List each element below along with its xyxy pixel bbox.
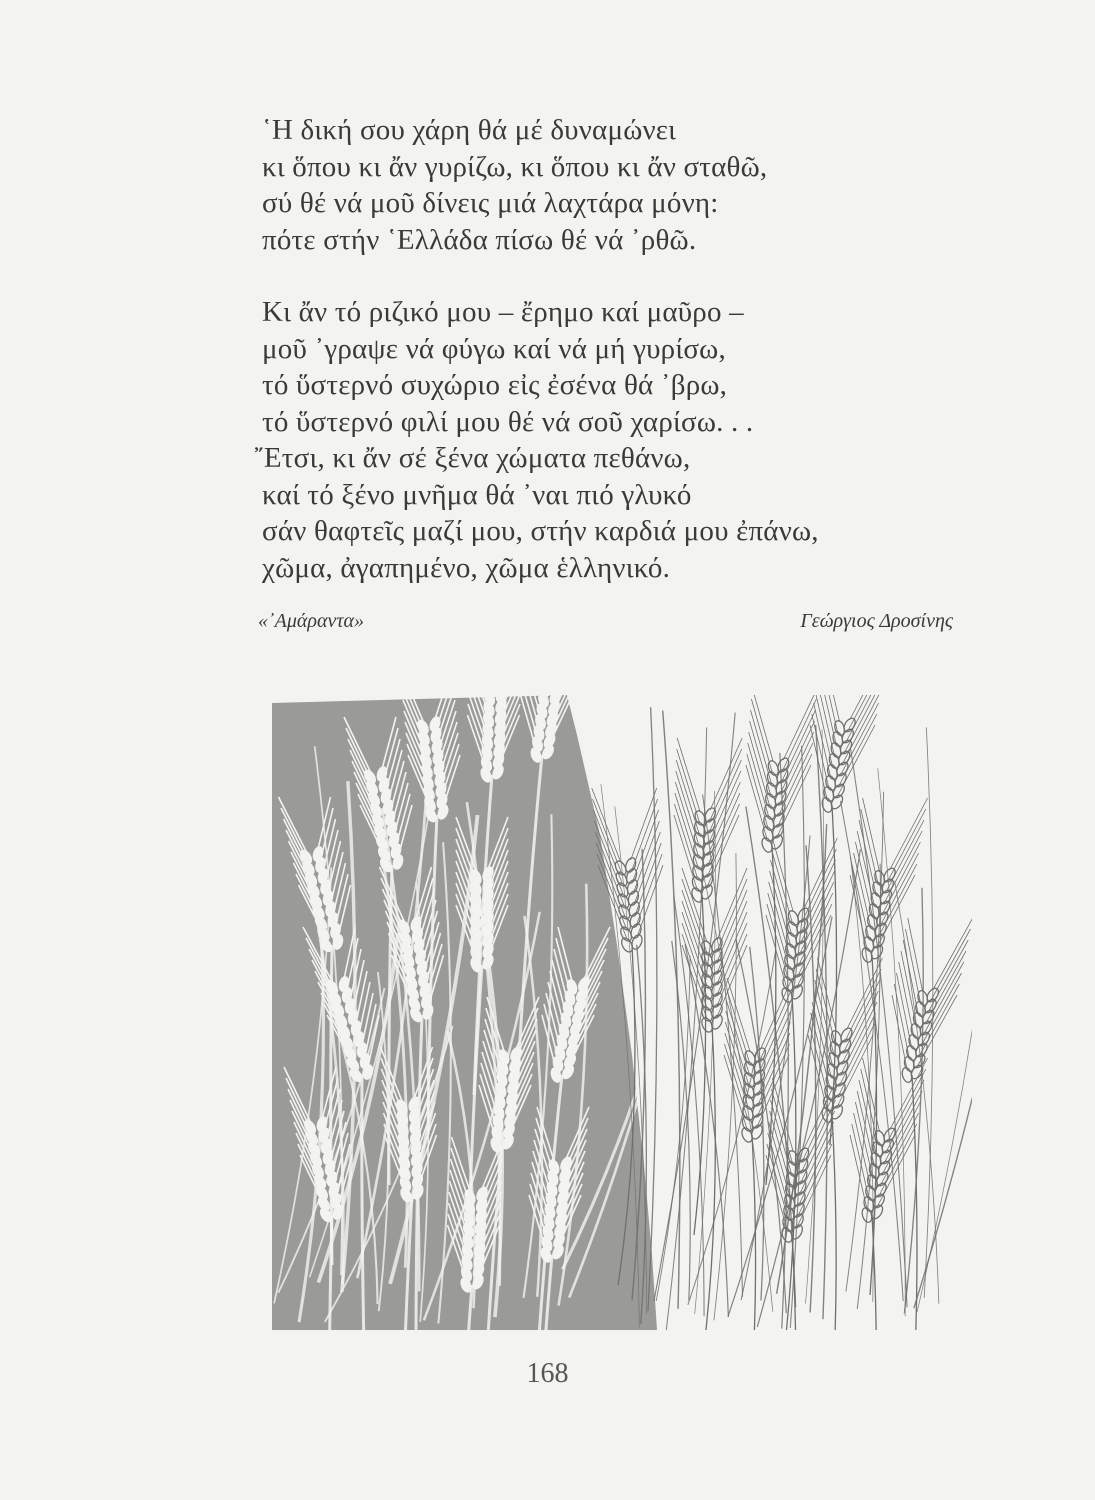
poem-stanza-2	[254, 294, 982, 586]
verse-line: τό ὕστερνό φιλί μου θέ νά σοῦ χαρίσω. . .	[262, 405, 754, 438]
ink-awn	[906, 929, 921, 1003]
verse-line: Κι ἄν τό ριζικό μου – ἔρημο καί μαῦρο –	[262, 296, 744, 328]
ink-stalk	[744, 1135, 756, 1330]
ink-awn	[823, 695, 840, 722]
ink-awn	[890, 798, 928, 870]
ink-stalk	[694, 895, 706, 1235]
ink-awn	[926, 951, 966, 1023]
ink-awn	[924, 962, 964, 1034]
ink-awn	[782, 699, 816, 771]
ink-awn	[884, 831, 922, 903]
ink-leaf	[648, 707, 657, 1311]
verse-line: πότε στήν ῾Ελλάδα πίσω θέ νά ᾿ρθῶ.	[262, 223, 697, 256]
ink-awn	[881, 853, 919, 925]
verse-line: τό ὕστερνό συχώριο εἰς ἐσένα θά ᾿βρω,	[262, 369, 728, 401]
ink-awn	[841, 703, 879, 775]
ink-awn	[779, 743, 813, 815]
ink-awn	[922, 973, 962, 1045]
verse-line: σάν θαφτεῖς μαζί μου, στήν καρδιά μου ἐπάνω,	[262, 515, 819, 547]
ink-awn	[928, 940, 968, 1012]
ink-leaf	[674, 895, 704, 1316]
ink-awn	[881, 1113, 919, 1185]
verse-line: ῾Η δική σου χάρη θά μέ δυναμώνει	[262, 114, 677, 146]
author-name: Γεώργιος Δροσίνης	[800, 610, 953, 632]
verse-line: καί τό ξένο μνῆμα θά ᾿ναι πιό γλυκό	[262, 478, 692, 511]
wheat-ears-illustration	[272, 695, 972, 1330]
ink-awn	[782, 710, 816, 782]
ink-awn	[717, 868, 747, 940]
verse-line: χῶμα, ἀγαπημένο, χῶμα ἑλληνικό.	[262, 551, 671, 584]
ink-awn	[899, 962, 914, 1036]
ink-awn	[908, 918, 923, 992]
ink-stalk	[828, 1115, 836, 1330]
ink-awn	[933, 918, 972, 990]
verse-line: μοῦ ᾿γραψε νά φύγω καί νά μή γυρίσω,	[262, 332, 726, 365]
poem-stanza-1	[262, 112, 982, 258]
source-title: «᾿Αμάραντα»	[258, 610, 365, 632]
ink-awn	[903, 940, 918, 1014]
page-number: 168	[526, 1358, 569, 1389]
ink-awn	[886, 820, 924, 892]
ink-awn	[631, 788, 657, 860]
verse-line: κι ὅπου κι ἄν γυρίζω, κι ὅπου κι ἄν σταθῶ,	[262, 150, 768, 183]
ink-awn	[919, 984, 959, 1056]
poem-attribution	[258, 610, 953, 640]
ink-awn	[780, 732, 814, 804]
ink-awn	[783, 695, 817, 760]
ink-leaf	[917, 820, 972, 1312]
ink-awn	[931, 929, 971, 1001]
verse-line: σύ θέ νά μοῦ δίνεις μιά λαχτάρα μόνη:	[262, 187, 719, 219]
ink-awn	[888, 809, 926, 881]
ink-awn	[781, 721, 815, 793]
ink-awn	[901, 951, 916, 1025]
verse-line: ῎Ετσι, κι ἄν σέ ξένα χώματα πεθάνω,	[254, 442, 691, 474]
ink-awn	[863, 798, 880, 872]
